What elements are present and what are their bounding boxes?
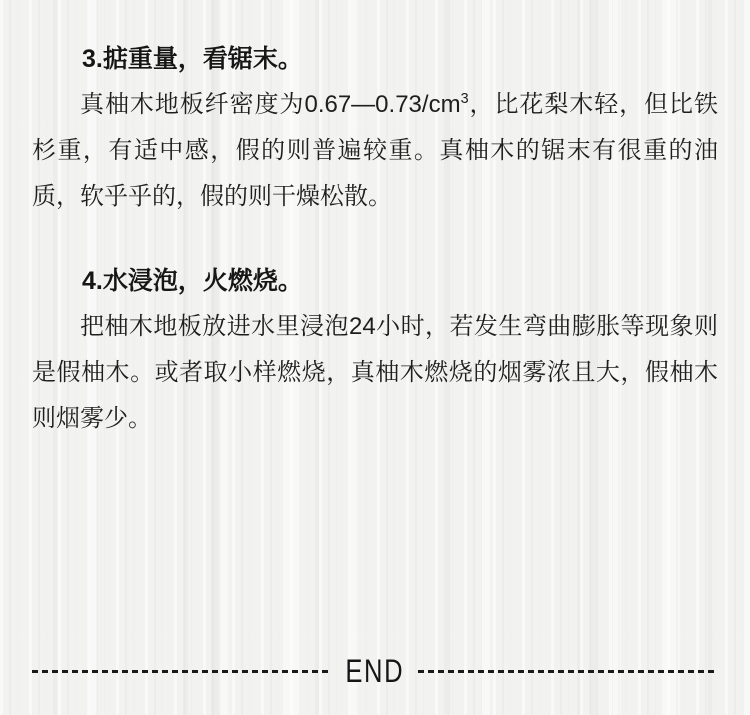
paragraph-line (32, 82, 718, 128)
paragraph-line: 把柚木地板放进水里浸泡24小时，若发生弯曲膨胀等现象则 (80, 313, 718, 340)
superscript-3: 3 (460, 91, 469, 107)
paragraph-line: 则烟雾少。 (32, 405, 152, 432)
divider-dash-right (418, 670, 718, 673)
paragraph-line: 是假柚木。或者取小样燃烧，真柚木燃烧的烟雾浓且大，假柚木 (32, 359, 718, 386)
density-text-tail: ，比花梨木轻，但比铁 (468, 91, 718, 118)
section-3-heading: 3.掂重量，看锯末。 (82, 45, 303, 73)
section-4-heading: 4.水浸泡，火燃烧。 (82, 267, 303, 295)
paragraph-line: 质，软乎乎的，假的则干燥松散。 (32, 183, 392, 210)
divider-dash-left (32, 670, 332, 673)
end-divider (32, 648, 718, 694)
density-text: 真柚木地板纤密度为0.67—0.73/cm (80, 91, 461, 118)
end-label: END (345, 653, 405, 689)
section-4 (32, 258, 718, 442)
paragraph-line: 杉重，有适中感，假的则普遍较重。真柚木的锯末有很重的油 (32, 137, 718, 164)
section-3 (32, 36, 718, 220)
